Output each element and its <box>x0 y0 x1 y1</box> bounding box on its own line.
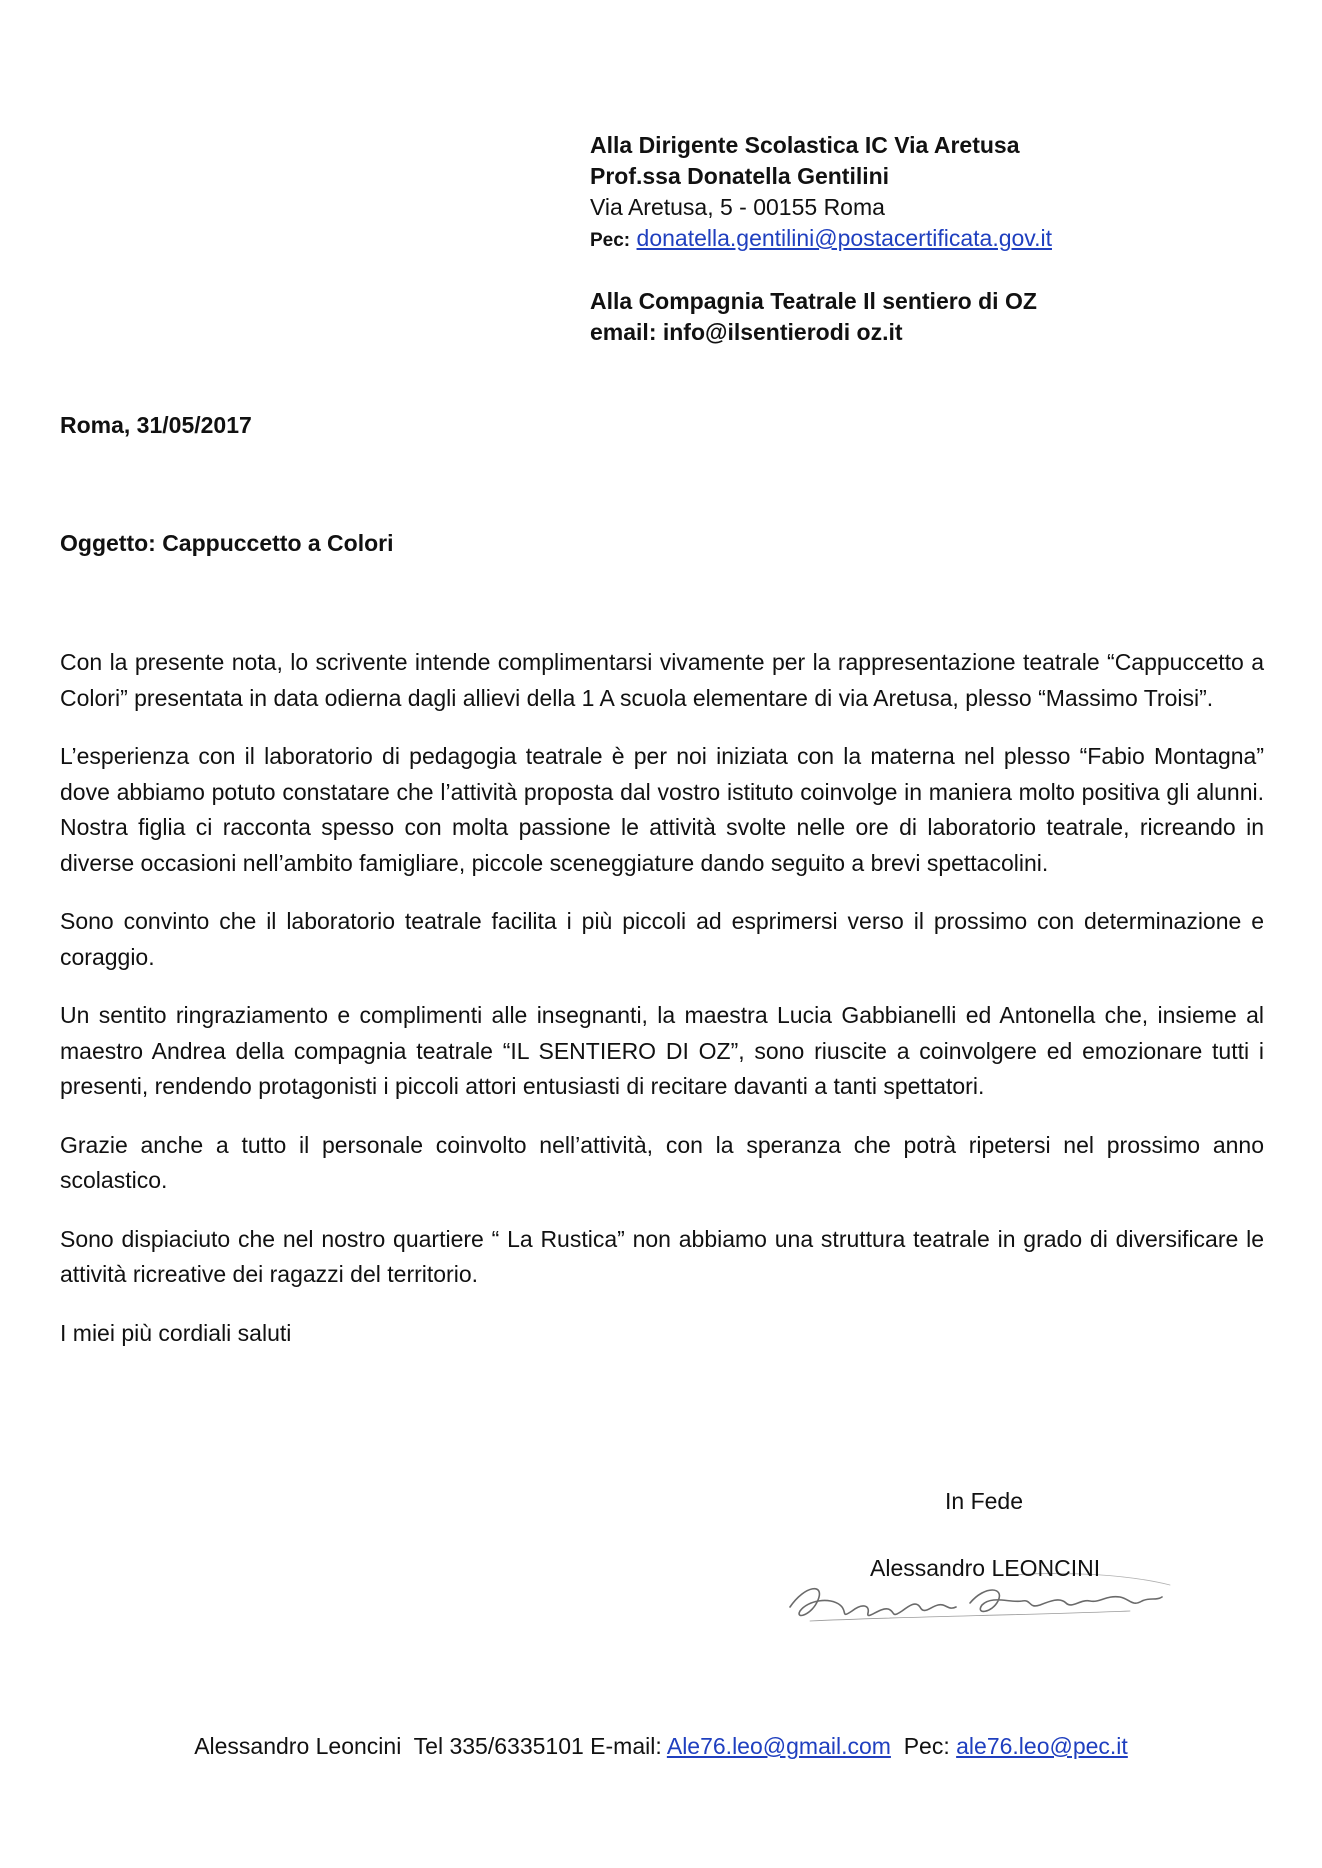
paragraph: I miei più cordiali saluti <box>60 1319 292 1346</box>
footer-pec-link[interactable]: ale76.leo@pec.it <box>956 1733 1128 1759</box>
recipient-1-pec-link[interactable]: donatella.gentilini@postacertificata.gov.it <box>636 225 1052 251</box>
paragraph: Un sentito ringraziamento e complimenti alle insegnanti, la maestra Lucia Gabbianelli ed Antonella che, insieme al maestro Andrea della compagnia teatrale “IL SENTIERO DI OZ”, sono riuscite a coinvolgere ed emozionare tutti i presenti, rendendo protagonisti i piccoli attori entusiasti di recitare davanti a tanti spettatori. <box>60 1002 1264 1099</box>
paragraph: L’esperienza con il laboratorio di pedagogia teatrale è per noi iniziata con la materna nel plesso “Fabio Montagna” dove abbiamo potuto constatare che l’attività proposta dal vostro istituto coinvolge in maniera molto positiva gli alunni. Nostra figlia ci racconta spesso con molta passione le attività svolte nelle ore di laboratorio teatrale, ricreando in diverse occasioni nell’ambito famigliare, piccole sceneggiature dando seguito a brevi spettacolini. <box>60 743 1264 876</box>
paragraph: Sono convinto che il laboratorio teatrale facilita i più piccoli ad esprimersi verso il prossimo con determinazione e coraggio. <box>60 908 1264 970</box>
paragraph: Con la presente nota, lo scrivente intende complimentarsi vivamente per la rappresentazione teatrale “Cappuccetto a Colori” presentata in data odierna dagli allievi della 1 A scuola elementare di via Aretusa, plesso “Massimo Troisi”. <box>60 649 1264 711</box>
signature-block <box>770 1545 1190 1655</box>
recipient-1-name: Prof.ssa Donatella Gentilini <box>590 163 890 189</box>
recipient-2-title: Alla Compagnia Teatrale Il sentiero di OZ <box>590 288 1037 314</box>
footer-name-tel: Alessandro Leoncini Tel 335/6335101 E-mail: <box>194 1733 667 1759</box>
recipient-2-email: email: info@ilsentierodi oz.it <box>590 319 903 345</box>
pec-label: Pec: <box>590 230 631 251</box>
letter-body <box>60 645 1264 1374</box>
signature-typed-name: Alessandro LEONCINI <box>870 1555 1101 1581</box>
paragraph: Sono dispiaciuto che nel nostro quartiere “ La Rustica” non abbiamo una struttura teatrale in grado di diversificare le attività ricreative dei ragazzi del territorio. <box>60 1225 1264 1287</box>
recipient-1-address: Via Aretusa, 5 - 00155 Roma <box>590 194 885 220</box>
recipient-1-pec <box>590 223 1290 256</box>
letter-footer <box>0 1733 1322 1760</box>
recipients-block <box>590 130 1290 348</box>
paragraph: Grazie anche a tutto il personale coinvolto nell’attività, con la speranza che potrà ripetersi nel prossimo anno scolastico. <box>60 1131 1264 1193</box>
recipient-1-title: Alla Dirigente Scolastica IC Via Aretusa <box>590 132 1020 158</box>
footer-email-link[interactable]: Ale76.leo@gmail.com <box>666 1733 891 1759</box>
letter-subject: Oggetto: Cappuccetto a Colori <box>60 530 394 556</box>
footer-pec-label: Pec: <box>890 1733 957 1759</box>
letter-date: Roma, 31/05/2017 <box>60 412 252 438</box>
closing-text: In Fede <box>945 1488 1023 1514</box>
